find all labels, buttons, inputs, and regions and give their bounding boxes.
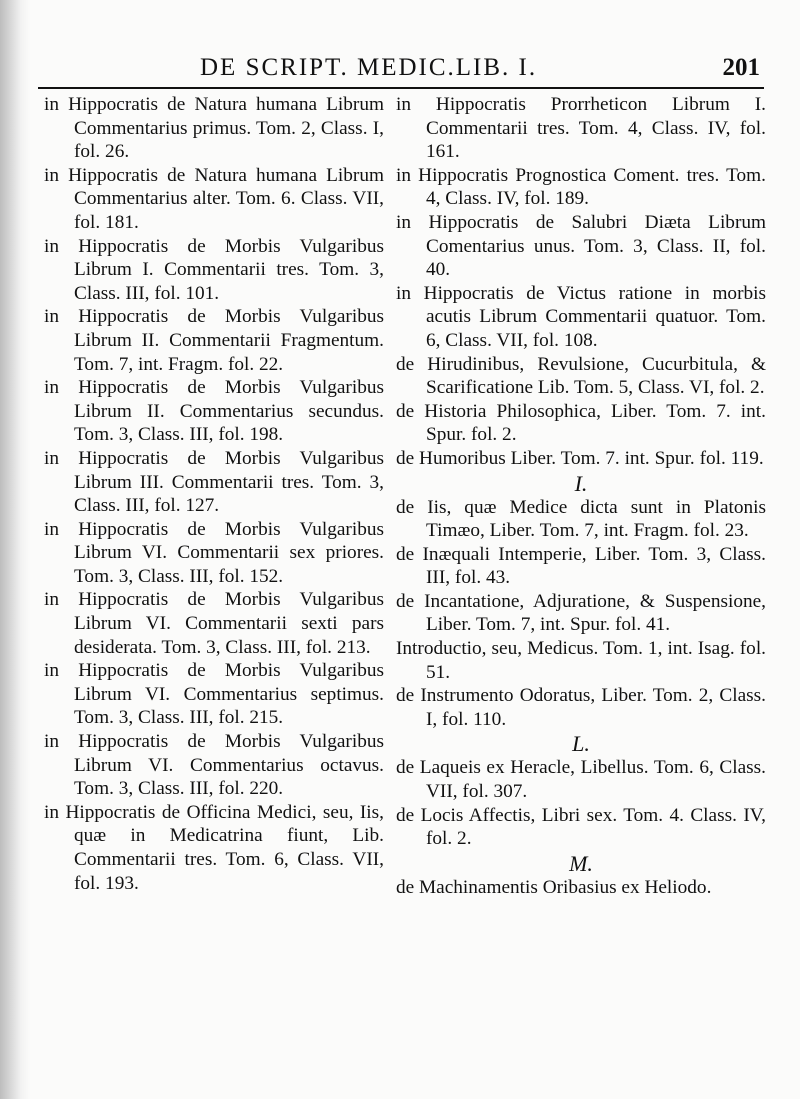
index-entry: de Historia Philosophica, Liber. Tom. 7. int. Spur. fol. 2.	[396, 400, 766, 446]
page-header	[40, 52, 762, 86]
index-entry: in Hippocratis de Morbis Vulgaribus Librum VI. Commentarius octavus. Tom. 3, Class. III, fol. 220.	[44, 731, 384, 800]
index-entry: in Hippocratis Prorrheticon Librum I. Commentarii tres. Tom. 4, Class. IV, fol. 161.	[396, 94, 766, 163]
index-entry: in Hippocratis de Natura humana Librum Commentarius primus. Tom. 2, Class. I, fol. 26.	[44, 94, 384, 163]
index-entry: in Hippocratis de Morbis Vulgaribus Librum VI. Commentarii sexti pars desiderata. Tom. 3, Class. III, fol. 213.	[44, 589, 384, 658]
index-entry: Introductio, seu, Medicus. Tom. 1, int. Isag. fol. 51.	[396, 638, 766, 683]
index-entry: in Hippocratis Prognostica Coment. tres. Tom. 4, Class. IV, fol. 189.	[396, 164, 766, 210]
header-rule	[38, 87, 764, 89]
left-column	[44, 93, 384, 895]
index-entry: in Hippocratis de Natura humana Librum Commentarius alter. Tom. 6. Class. VII, fol. 181.	[44, 164, 384, 233]
gutter-shadow	[0, 0, 30, 1099]
index-entry: in Hippocratis de Morbis Vulgaribus Librum II. Commentarii Fragmentum. Tom. 7, int. Fragm. fol. 22.	[44, 306, 384, 375]
index-entry: in Hippocratis de Salubri Diæta Librum Comentarius unus. Tom. 3, Class. II, fol. 40.	[396, 211, 766, 281]
index-entry: de Hirudinibus, Revulsione, Cucurbitula, & Scarificatione Lib. Tom. 5, Class. VI, fol. 2.	[396, 353, 766, 399]
right-column	[396, 93, 766, 899]
running-head: DE SCRIPT. MEDIC.LIB. I.	[200, 54, 538, 81]
index-entry: in Hippocratis de Morbis Vulgaribus Librum VI. Commentarius septimus. Tom. 3, Class. III, fol. 215.	[44, 660, 384, 729]
index-entry: de Machinamentis Oribasius ex Heliodo.	[396, 876, 712, 898]
page-number: 201	[722, 54, 760, 81]
section-letter-i: I.	[574, 470, 588, 496]
index-entry: de Inæquali Intemperie, Liber. Tom. 3, Class. III, fol. 43.	[396, 543, 766, 589]
index-entry: in Hippocratis de Morbis Vulgaribus Librum II. Commentarius secundus. Tom. 3, Class. III, fol. 198.	[44, 377, 384, 446]
index-entry: de Incantatione, Adjuratione, & Suspensione, Liber. Tom. 7, int. Spur. fol. 41.	[396, 590, 766, 636]
index-entry: de Laqueis ex Heracle, Libellus. Tom. 6, Class. VII, fol. 307.	[396, 757, 766, 803]
index-entry: de Locis Affectis, Libri sex. Tom. 4. Class. IV, fol. 2.	[396, 804, 766, 850]
index-entry: in Hippocratis de Morbis Vulgaribus Librum III. Commentarii tres. Tom. 3, Class. III, fol. 127.	[44, 447, 384, 517]
index-entry: in Hippocratis de Morbis Vulgaribus Librum VI. Commentarii sex priores. Tom. 3, Class. III, fol. 152.	[44, 518, 384, 587]
index-entry: in Hippocratis de Officina Medici, seu, Iis, quæ in Medicatrina fiunt, Lib. Commentarii tres. Tom. 6, Class. VII, fol. 193.	[44, 801, 384, 894]
index-entry: in Hippocratis de Victus ratione in morbis acutis Librum Commentarii quatuor. Tom. 6, Class. VII, fol. 108.	[396, 282, 766, 351]
index-entry: de Humoribus Liber. Tom. 7. int. Spur. fol. 119.	[396, 447, 764, 469]
section-letter-l: L.	[572, 731, 590, 757]
index-entry: de Instrumento Odoratus, Liber. Tom. 2, Class. I, fol. 110.	[396, 685, 766, 730]
index-entry: de Iis, quæ Medice dicta sunt in Platonis Timæo, Liber. Tom. 7, int. Fragm. fol. 23.	[396, 496, 766, 542]
section-letter-m: M.	[569, 850, 593, 876]
index-entry: in Hippocratis de Morbis Vulgaribus Librum I. Commentarii tres. Tom. 3, Class. III, fol. 101.	[44, 235, 384, 304]
